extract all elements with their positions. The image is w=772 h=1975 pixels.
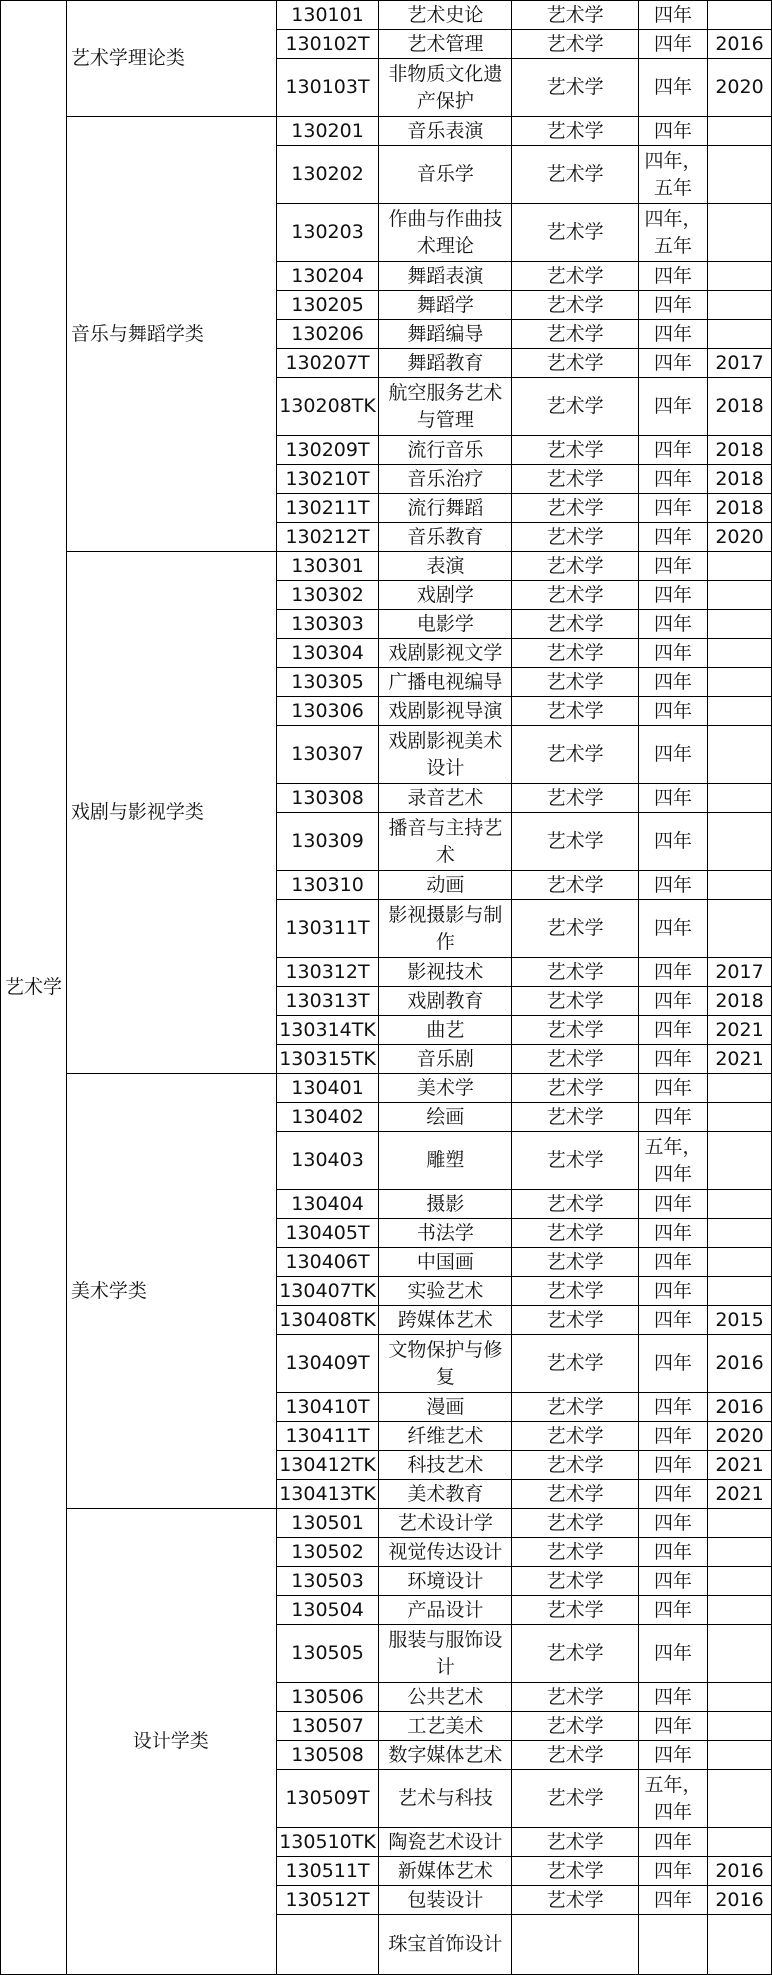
major-name-cell: 舞蹈表演 (379, 262, 512, 291)
duration-cell: 四年 (639, 30, 708, 59)
year-cell: 2018 (708, 494, 772, 523)
year-cell (708, 117, 772, 146)
duration-cell: 四年 (639, 1016, 708, 1045)
degree-cell: 艺术学 (512, 291, 639, 320)
code-cell: 130301 (276, 552, 379, 581)
duration-cell: 四年 (639, 1306, 708, 1335)
year-cell: 2021 (708, 1480, 772, 1509)
duration-cell: 四年 (639, 726, 708, 784)
duration-cell: 四年 (639, 436, 708, 465)
duration-cell: 四年 (639, 1335, 708, 1393)
duration-cell: 四年 (639, 552, 708, 581)
major-name-cell: 播音与主持艺术 (379, 813, 512, 871)
duration-cell: 四年 (639, 813, 708, 871)
degree-cell: 艺术学 (512, 1770, 639, 1828)
degree-cell: 艺术学 (512, 1306, 639, 1335)
code-cell: 130406T (276, 1248, 379, 1277)
major-name-cell: 戏剧影视美术设计 (379, 726, 512, 784)
code-cell: 130207T (276, 349, 379, 378)
major-name-cell: 珠宝首饰设计 (379, 1915, 512, 1975)
duration-cell: 四年 (639, 262, 708, 291)
major-name-cell: 动画 (379, 871, 512, 900)
year-cell (708, 291, 772, 320)
code-cell: 130401 (276, 1074, 379, 1103)
major-name-cell: 艺术史论 (379, 1, 512, 30)
code-cell: 130410T (276, 1393, 379, 1422)
year-cell (708, 1712, 772, 1741)
duration-cell: 四年 (639, 668, 708, 697)
year-cell (708, 262, 772, 291)
year-cell (708, 1741, 772, 1770)
year-cell (708, 204, 772, 262)
duration-cell: 四年 (639, 1103, 708, 1132)
major-name-cell: 影视摄影与制作 (379, 900, 512, 958)
year-cell (708, 726, 772, 784)
year-cell (708, 146, 772, 204)
major-name-cell: 航空服务艺术与管理 (379, 378, 512, 436)
duration-cell: 四年 (639, 1190, 708, 1219)
code-cell: 130309 (276, 813, 379, 871)
duration-cell: 四年 (639, 465, 708, 494)
code-cell: 130408TK (276, 1306, 379, 1335)
code-cell: 130407TK (276, 1277, 379, 1306)
major-name-cell: 绘画 (379, 1103, 512, 1132)
year-cell (708, 1683, 772, 1712)
degree-cell: 艺术学 (512, 1683, 639, 1712)
code-cell: 130509T (276, 1770, 379, 1828)
major-name-cell: 音乐治疗 (379, 465, 512, 494)
major-name-cell: 曲艺 (379, 1016, 512, 1045)
table-row (1, 1074, 772, 1103)
code-cell (276, 1915, 379, 1975)
degree-cell: 艺术学 (512, 378, 639, 436)
duration-cell: 四年 (639, 1567, 708, 1596)
table-row (1, 1, 772, 30)
code-cell: 130208TK (276, 378, 379, 436)
major-name-cell: 作曲与作曲技术理论 (379, 204, 512, 262)
year-cell (708, 1, 772, 30)
degree-cell: 艺术学 (512, 1277, 639, 1306)
code-cell: 130306 (276, 697, 379, 726)
duration-cell: 四年 (639, 1828, 708, 1857)
duration-cell: 四年 (639, 1596, 708, 1625)
duration-cell: 四年 (639, 1074, 708, 1103)
year-cell (708, 900, 772, 958)
year-cell: 2021 (708, 1016, 772, 1045)
duration-cell: 四年，五年 (639, 146, 708, 204)
duration-cell: 四年 (639, 987, 708, 1016)
year-cell (708, 1132, 772, 1190)
code-cell: 130305 (276, 668, 379, 697)
degree-cell: 艺术学 (512, 1335, 639, 1393)
code-cell: 130412TK (276, 1451, 379, 1480)
major-name-cell: 环境设计 (379, 1567, 512, 1596)
duration-cell: 四年 (639, 320, 708, 349)
year-cell: 2016 (708, 1393, 772, 1422)
degree-cell: 艺术学 (512, 697, 639, 726)
degree-cell: 艺术学 (512, 1248, 639, 1277)
code-cell: 130308 (276, 784, 379, 813)
year-cell: 2018 (708, 436, 772, 465)
duration-cell: 五年，四年 (639, 1132, 708, 1190)
degree-cell: 艺术学 (512, 784, 639, 813)
duration-cell: 四年 (639, 610, 708, 639)
duration-cell: 四年 (639, 1480, 708, 1509)
duration-cell: 四年，五年 (639, 204, 708, 262)
year-cell (708, 1538, 772, 1567)
duration-cell: 四年 (639, 494, 708, 523)
major-name-cell: 纤维艺术 (379, 1422, 512, 1451)
duration-cell: 四年 (639, 784, 708, 813)
code-cell: 130209T (276, 436, 379, 465)
degree-cell: 艺术学 (512, 1538, 639, 1567)
degree-cell: 艺术学 (512, 1, 639, 30)
major-name-cell: 陶瓷艺术设计 (379, 1828, 512, 1857)
duration-cell: 四年 (639, 1712, 708, 1741)
year-cell (708, 1509, 772, 1538)
code-cell: 130203 (276, 204, 379, 262)
code-cell: 130102T (276, 30, 379, 59)
major-name-cell: 戏剧影视导演 (379, 697, 512, 726)
degree-cell: 艺术学 (512, 726, 639, 784)
major-name-cell: 舞蹈教育 (379, 349, 512, 378)
major-name-cell: 数字媒体艺术 (379, 1741, 512, 1770)
year-cell: 2016 (708, 1857, 772, 1886)
degree-cell: 艺术学 (512, 871, 639, 900)
duration-cell: 四年 (639, 117, 708, 146)
degree-cell: 艺术学 (512, 1103, 639, 1132)
code-cell: 130512T (276, 1886, 379, 1915)
year-cell (708, 784, 772, 813)
major-name-cell: 雕塑 (379, 1132, 512, 1190)
year-cell (708, 1625, 772, 1683)
year-cell: 2021 (708, 1451, 772, 1480)
code-cell: 130204 (276, 262, 379, 291)
code-cell: 130403 (276, 1132, 379, 1190)
code-cell: 130304 (276, 639, 379, 668)
duration-cell: 四年 (639, 59, 708, 117)
major-name-cell: 录音艺术 (379, 784, 512, 813)
year-cell (708, 1567, 772, 1596)
degree-cell: 艺术学 (512, 349, 639, 378)
degree-cell: 艺术学 (512, 117, 639, 146)
year-cell (708, 639, 772, 668)
major-name-cell: 音乐学 (379, 146, 512, 204)
duration-cell: 四年 (639, 639, 708, 668)
degree-cell: 艺术学 (512, 813, 639, 871)
year-cell: 2015 (708, 1306, 772, 1335)
year-cell (708, 610, 772, 639)
code-cell: 130504 (276, 1596, 379, 1625)
year-cell (708, 1248, 772, 1277)
degree-cell: 艺术学 (512, 1190, 639, 1219)
degree-cell: 艺术学 (512, 1596, 639, 1625)
major-name-cell: 科技艺术 (379, 1451, 512, 1480)
duration-cell: 四年 (639, 378, 708, 436)
degree-cell: 艺术学 (512, 552, 639, 581)
degree-cell: 艺术学 (512, 900, 639, 958)
major-name-cell: 产品设计 (379, 1596, 512, 1625)
code-cell: 130211T (276, 494, 379, 523)
degree-cell: 艺术学 (512, 1451, 639, 1480)
code-cell: 130314TK (276, 1016, 379, 1045)
major-name-cell: 戏剧影视文学 (379, 639, 512, 668)
degree-cell: 艺术学 (512, 523, 639, 552)
category-cell: 戏剧与影视学类 (66, 552, 276, 1074)
major-name-cell: 公共艺术 (379, 1683, 512, 1712)
year-cell (708, 813, 772, 871)
year-cell (708, 1828, 772, 1857)
major-name-cell: 摄影 (379, 1190, 512, 1219)
degree-cell: 艺术学 (512, 59, 639, 117)
duration-cell: 四年 (639, 1, 708, 30)
major-name-cell: 文物保护与修复 (379, 1335, 512, 1393)
degree-cell: 艺术学 (512, 668, 639, 697)
major-name-cell: 新媒体艺术 (379, 1857, 512, 1886)
duration-cell: 四年 (639, 1219, 708, 1248)
degree-cell: 艺术学 (512, 1567, 639, 1596)
code-cell: 130206 (276, 320, 379, 349)
year-cell (708, 1915, 772, 1975)
degree-cell: 艺术学 (512, 146, 639, 204)
year-cell: 2016 (708, 30, 772, 59)
code-cell: 130101 (276, 1, 379, 30)
degree-cell: 艺术学 (512, 1480, 639, 1509)
major-name-cell: 艺术与科技 (379, 1770, 512, 1828)
major-name-cell: 服装与服饰设计 (379, 1625, 512, 1683)
table-row (1, 117, 772, 146)
code-cell: 130511T (276, 1857, 379, 1886)
duration-cell: 四年 (639, 1509, 708, 1538)
year-cell (708, 1219, 772, 1248)
major-name-cell: 艺术设计学 (379, 1509, 512, 1538)
degree-cell: 艺术学 (512, 1741, 639, 1770)
code-cell: 130405T (276, 1219, 379, 1248)
degree-cell: 艺术学 (512, 320, 639, 349)
code-cell: 130312T (276, 958, 379, 987)
major-name-cell: 实验艺术 (379, 1277, 512, 1306)
code-cell: 130201 (276, 117, 379, 146)
duration-cell: 四年 (639, 1248, 708, 1277)
code-cell: 130506 (276, 1683, 379, 1712)
major-name-cell: 舞蹈学 (379, 291, 512, 320)
major-name-cell: 电影学 (379, 610, 512, 639)
year-cell (708, 1190, 772, 1219)
code-cell: 130302 (276, 581, 379, 610)
year-cell (708, 1103, 772, 1132)
degree-cell: 艺术学 (512, 1016, 639, 1045)
degree-cell: 艺术学 (512, 1132, 639, 1190)
duration-cell: 四年 (639, 1538, 708, 1567)
code-cell: 130502 (276, 1538, 379, 1567)
major-name-cell: 音乐表演 (379, 117, 512, 146)
degree-cell: 艺术学 (512, 958, 639, 987)
major-name-cell: 戏剧学 (379, 581, 512, 610)
year-cell (708, 697, 772, 726)
degree-cell: 艺术学 (512, 262, 639, 291)
degree-cell: 艺术学 (512, 204, 639, 262)
degree-cell: 艺术学 (512, 581, 639, 610)
degree-cell: 艺术学 (512, 1509, 639, 1538)
degree-cell: 艺术学 (512, 1712, 639, 1741)
code-cell: 130404 (276, 1190, 379, 1219)
year-cell: 2018 (708, 987, 772, 1016)
degree-cell: 艺术学 (512, 1045, 639, 1074)
major-name-cell: 音乐教育 (379, 523, 512, 552)
year-cell (708, 581, 772, 610)
category-cell: 美术学类 (66, 1074, 276, 1509)
major-name-cell: 跨媒体艺术 (379, 1306, 512, 1335)
year-cell: 2017 (708, 958, 772, 987)
degree-cell: 艺术学 (512, 1074, 639, 1103)
table-row (1, 1509, 772, 1538)
code-cell: 130313T (276, 987, 379, 1016)
year-cell: 2016 (708, 1335, 772, 1393)
code-cell: 130413TK (276, 1480, 379, 1509)
duration-cell: 四年 (639, 1422, 708, 1451)
major-name-cell: 中国画 (379, 1248, 512, 1277)
degree-cell: 艺术学 (512, 465, 639, 494)
degree-cell: 艺术学 (512, 987, 639, 1016)
major-name-cell: 流行舞蹈 (379, 494, 512, 523)
code-cell: 130303 (276, 610, 379, 639)
degree-cell: 艺术学 (512, 436, 639, 465)
duration-cell: 四年 (639, 523, 708, 552)
year-cell: 2020 (708, 1422, 772, 1451)
year-cell: 2017 (708, 349, 772, 378)
duration-cell: 四年 (639, 1741, 708, 1770)
duration-cell (639, 1915, 708, 1975)
degree-cell: 艺术学 (512, 1393, 639, 1422)
major-name-cell: 音乐剧 (379, 1045, 512, 1074)
major-name-cell: 漫画 (379, 1393, 512, 1422)
major-name-cell: 包装设计 (379, 1886, 512, 1915)
duration-cell: 四年 (639, 1683, 708, 1712)
code-cell: 130510TK (276, 1828, 379, 1857)
duration-cell: 四年 (639, 581, 708, 610)
year-cell (708, 1074, 772, 1103)
table-body (1, 1, 772, 1975)
duration-cell: 四年 (639, 697, 708, 726)
year-cell (708, 552, 772, 581)
degree-cell: 艺术学 (512, 1625, 639, 1683)
category-cell: 音乐与舞蹈学类 (66, 117, 276, 552)
degree-cell: 艺术学 (512, 1422, 639, 1451)
duration-cell: 四年 (639, 871, 708, 900)
duration-cell: 四年 (639, 900, 708, 958)
duration-cell: 五年，四年 (639, 1770, 708, 1828)
degree-cell: 艺术学 (512, 1828, 639, 1857)
year-cell (708, 668, 772, 697)
code-cell: 130505 (276, 1625, 379, 1683)
degree-cell: 艺术学 (512, 494, 639, 523)
code-cell: 130310 (276, 871, 379, 900)
category-cell: 设计学类 (66, 1509, 276, 1975)
duration-cell: 四年 (639, 1625, 708, 1683)
code-cell: 130508 (276, 1741, 379, 1770)
code-cell: 130307 (276, 726, 379, 784)
major-name-cell: 非物质文化遗产保护 (379, 59, 512, 117)
year-cell (708, 320, 772, 349)
major-name-cell: 表演 (379, 552, 512, 581)
code-cell: 130202 (276, 146, 379, 204)
year-cell: 2018 (708, 465, 772, 494)
year-cell: 2021 (708, 1045, 772, 1074)
code-cell: 130507 (276, 1712, 379, 1741)
major-name-cell: 美术教育 (379, 1480, 512, 1509)
year-cell: 2020 (708, 523, 772, 552)
duration-cell: 四年 (639, 1886, 708, 1915)
major-name-cell: 戏剧教育 (379, 987, 512, 1016)
major-name-cell: 工艺美术 (379, 1712, 512, 1741)
duration-cell: 四年 (639, 1451, 708, 1480)
code-cell: 130205 (276, 291, 379, 320)
major-name-cell: 美术学 (379, 1074, 512, 1103)
degree-cell: 艺术学 (512, 1219, 639, 1248)
major-name-cell: 流行音乐 (379, 436, 512, 465)
duration-cell: 四年 (639, 349, 708, 378)
year-cell (708, 1596, 772, 1625)
code-cell: 130402 (276, 1103, 379, 1132)
code-cell: 130212T (276, 523, 379, 552)
major-name-cell: 舞蹈编导 (379, 320, 512, 349)
major-name-cell: 广播电视编导 (379, 668, 512, 697)
degree-cell: 艺术学 (512, 30, 639, 59)
duration-cell: 四年 (639, 1857, 708, 1886)
degree-cell (512, 1915, 639, 1975)
code-cell: 130503 (276, 1567, 379, 1596)
duration-cell: 四年 (639, 1277, 708, 1306)
code-cell: 130311T (276, 900, 379, 958)
code-cell: 130103T (276, 59, 379, 117)
duration-cell: 四年 (639, 1045, 708, 1074)
discipline-cell: 艺术学 (1, 1, 67, 1975)
degree-cell: 艺术学 (512, 1857, 639, 1886)
year-cell (708, 871, 772, 900)
table-row (1, 552, 772, 581)
year-cell: 2016 (708, 1886, 772, 1915)
degree-cell: 艺术学 (512, 639, 639, 668)
duration-cell: 四年 (639, 958, 708, 987)
major-name-cell: 艺术管理 (379, 30, 512, 59)
code-cell: 130409T (276, 1335, 379, 1393)
major-name-cell: 视觉传达设计 (379, 1538, 512, 1567)
year-cell (708, 1277, 772, 1306)
code-cell: 130501 (276, 1509, 379, 1538)
year-cell: 2018 (708, 378, 772, 436)
duration-cell: 四年 (639, 1393, 708, 1422)
major-name-cell: 影视技术 (379, 958, 512, 987)
year-cell: 2020 (708, 59, 772, 117)
year-cell (708, 1770, 772, 1828)
duration-cell: 四年 (639, 291, 708, 320)
degree-cell: 艺术学 (512, 610, 639, 639)
code-cell: 130411T (276, 1422, 379, 1451)
code-cell: 130315TK (276, 1045, 379, 1074)
category-cell: 艺术学理论类 (66, 1, 276, 117)
degree-cell: 艺术学 (512, 1886, 639, 1915)
code-cell: 130210T (276, 465, 379, 494)
major-name-cell: 书法学 (379, 1219, 512, 1248)
